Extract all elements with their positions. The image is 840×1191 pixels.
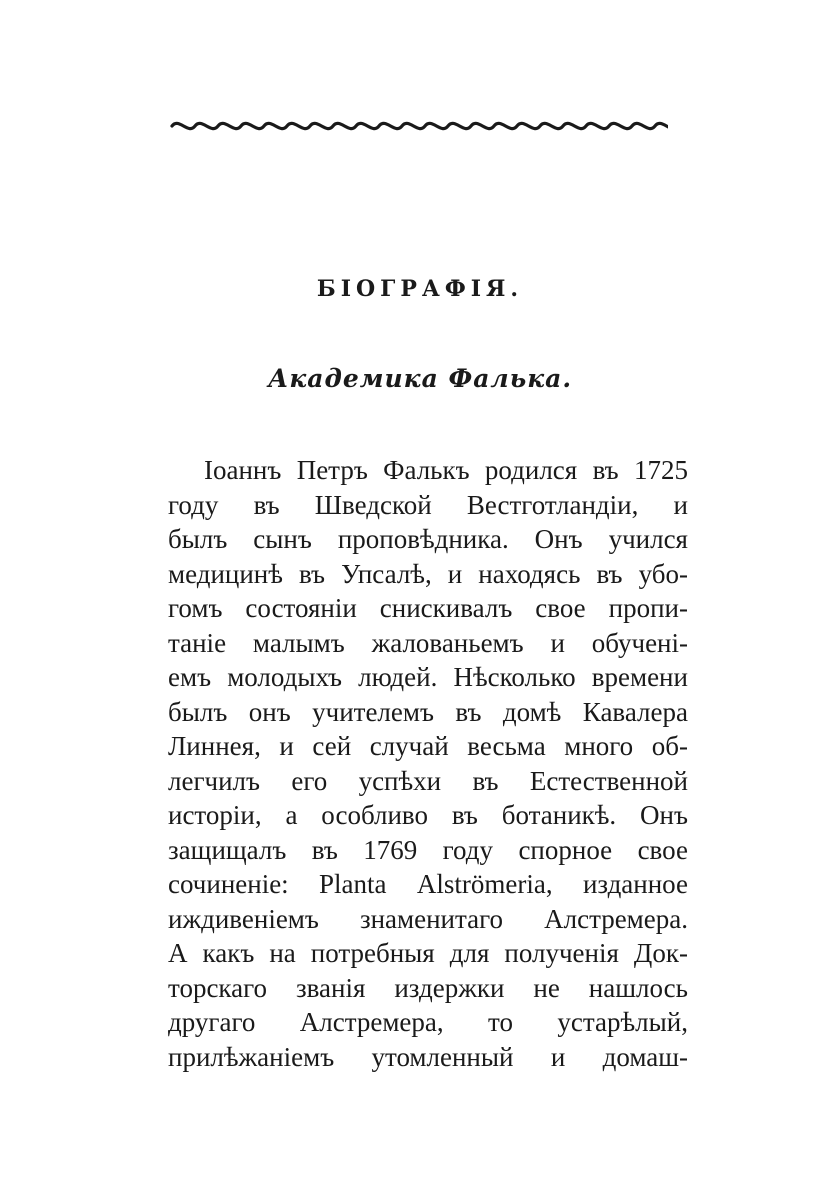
text-line (168, 902, 688, 937)
word: свое (637, 834, 688, 865)
word: какъ (202, 938, 255, 968)
word: Петръ (296, 455, 368, 485)
word: свое (535, 593, 586, 623)
word: Нѣсколько (453, 662, 576, 692)
text-line (168, 833, 688, 868)
word: легчилъ (168, 765, 260, 796)
word: то (488, 1007, 513, 1037)
text-line (168, 867, 688, 902)
word: и (279, 731, 294, 761)
word: на (269, 938, 296, 968)
word: утомленный (371, 1041, 514, 1072)
word: снискивалъ (379, 593, 513, 623)
text-line (168, 729, 688, 764)
text-line (168, 591, 688, 626)
word: весьма (467, 731, 546, 761)
word: году (168, 489, 219, 520)
page-subtitle: Академика Фалька. (267, 364, 573, 393)
word: Іоаннъ (204, 455, 282, 485)
word: жалованьемъ (371, 627, 524, 658)
word: учителемъ (312, 696, 434, 727)
word: въ (253, 489, 280, 520)
word: прилѣжаніемъ (168, 1041, 335, 1072)
word: домаш- (602, 1041, 688, 1072)
word: не (533, 972, 560, 1003)
word: Planta (319, 869, 387, 899)
word: особливо (321, 800, 428, 830)
word: торскаго (168, 972, 268, 1003)
word: году (442, 834, 494, 865)
word: а (285, 800, 298, 830)
word: былъ (168, 524, 228, 554)
word: былъ (168, 696, 228, 727)
word: гомъ (168, 593, 223, 623)
word: Шведской (314, 489, 432, 520)
word: людей. (358, 662, 438, 692)
text-line (168, 798, 688, 833)
word: въ (455, 696, 482, 727)
word: родился (484, 455, 578, 485)
word: другаго (168, 1007, 256, 1037)
word: Естественной (529, 765, 688, 796)
word: А (168, 938, 188, 968)
word: сочиненіе: (168, 869, 289, 899)
text-line (168, 557, 688, 592)
word: для (449, 938, 490, 968)
word: состояніи (245, 593, 357, 623)
text-line (168, 1005, 688, 1040)
word: въ (472, 765, 499, 796)
word: потребныя (310, 938, 435, 968)
word: и (550, 627, 565, 658)
word: малымъ (252, 627, 345, 658)
word: емъ (168, 662, 212, 692)
word: Алстремера, (299, 1007, 444, 1037)
word: домѣ (502, 696, 562, 727)
text-line (168, 522, 688, 557)
word: Линнея, (168, 731, 261, 761)
word: полученія (504, 938, 619, 968)
word: въ (592, 455, 619, 485)
word: въ (596, 558, 623, 589)
word: званія (295, 972, 366, 1003)
word: сей (312, 731, 352, 761)
word: и (447, 558, 463, 589)
word: Алстремера. (544, 903, 688, 934)
word: Онъ (534, 524, 583, 554)
word: ботаникѣ. (501, 800, 617, 830)
word: защищалъ (168, 834, 287, 865)
word: въ (311, 834, 338, 865)
word: проповѣдника. (337, 524, 509, 554)
word: таніе (168, 627, 227, 658)
text-line (168, 626, 688, 661)
word: въ (298, 558, 326, 589)
word: сынъ (253, 524, 312, 554)
word: исторіи, (168, 800, 262, 830)
word: Вестготландіи, (466, 489, 639, 520)
word: Alströmeria, (416, 869, 553, 899)
word: устарѣлый, (557, 1007, 688, 1037)
word: въ (451, 800, 478, 830)
text-line (168, 971, 688, 1006)
text-line (168, 660, 688, 695)
word: находясь (478, 558, 581, 589)
word: издержки (394, 972, 505, 1003)
word: спорное (518, 834, 613, 865)
word: Упсалѣ, (341, 558, 432, 589)
word: об- (651, 731, 688, 761)
text-line (168, 764, 688, 799)
wave-rule-ornament-icon (168, 108, 668, 138)
word: изданное (582, 869, 688, 899)
word: много (564, 731, 634, 761)
word: Кавалера (582, 696, 688, 727)
word: нашлось (588, 972, 688, 1003)
word: учился (608, 524, 688, 554)
text-line (168, 453, 688, 488)
word: 1769 (363, 834, 418, 865)
word: успѣхи (358, 765, 442, 796)
word: Онъ (640, 800, 688, 830)
page-title: БІОГРАФІЯ. (316, 276, 524, 302)
word: времени (591, 662, 688, 692)
text-line (168, 1040, 688, 1075)
word: его (291, 765, 328, 796)
word: 1725 (633, 455, 688, 485)
word: онъ (248, 696, 291, 727)
word: и (673, 489, 688, 520)
word: знаменитаго (359, 903, 504, 934)
word: Фалькъ (383, 455, 470, 485)
word: Док- (633, 938, 688, 968)
text-line (168, 695, 688, 730)
biography-paragraph (168, 453, 688, 1074)
word: случай (369, 731, 449, 761)
word: иждивеніемъ (168, 903, 319, 934)
word: пропи- (608, 593, 688, 623)
word: и (550, 1041, 566, 1072)
text-line (168, 936, 688, 971)
word: обученi- (591, 627, 688, 658)
word: убо- (638, 558, 688, 589)
word: молодыхъ (227, 662, 342, 692)
word: медицинѣ (168, 558, 283, 589)
text-line (168, 488, 688, 523)
